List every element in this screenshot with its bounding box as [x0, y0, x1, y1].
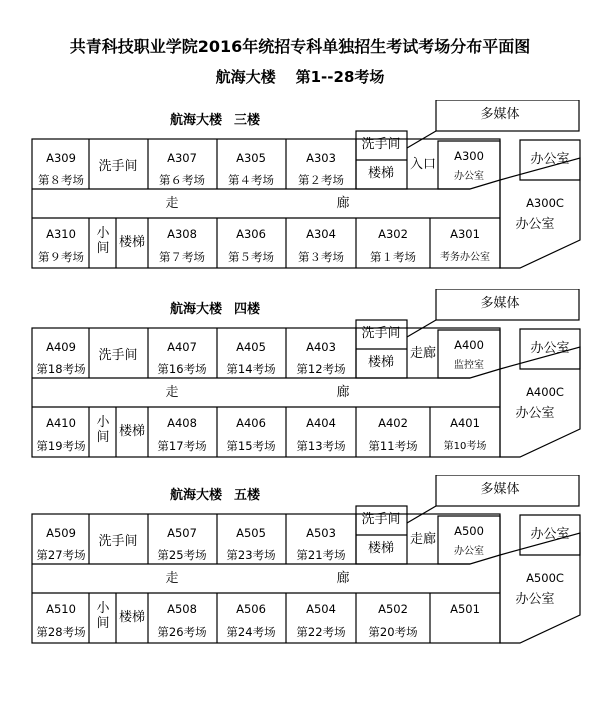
entrance-label: 走廊 — [409, 346, 437, 361]
exam-room-label: 第17考场 — [157, 439, 207, 453]
room-number: A302 — [378, 227, 408, 241]
page-subtitle — [0, 66, 600, 87]
office-label: 办公室 — [530, 152, 570, 167]
exam-room-label: 第14考场 — [226, 362, 276, 376]
exam-room-label: 第12考场 — [296, 362, 346, 376]
floor-name: 四楼 — [234, 302, 261, 317]
corner-room-number: A400 — [454, 338, 484, 352]
floor-walls — [0, 100, 600, 310]
stairs-label-left: 楼梯 — [118, 424, 146, 439]
exam-room-label: 第23考场 — [226, 548, 276, 562]
stairs-label-left: 楼梯 — [118, 610, 146, 625]
floor-walls — [0, 475, 600, 685]
corridor-label-left: 走 — [165, 196, 179, 211]
room-number: A505 — [236, 526, 266, 540]
exam-room-label: 第16考场 — [157, 362, 207, 376]
corridor-label-left: 走 — [165, 385, 179, 400]
room-number: A503 — [306, 526, 336, 540]
stairs-label-left: 楼梯 — [118, 235, 146, 250]
room-number: A405 — [236, 340, 266, 354]
room-number: A305 — [236, 151, 266, 165]
washroom-label-right: 洗手间 — [361, 137, 401, 152]
exam-room-label: 第７考场 — [159, 250, 205, 264]
floor-name: 五楼 — [234, 488, 261, 503]
office2-outline — [500, 158, 580, 268]
office2-number: A400C — [526, 385, 564, 399]
corner-room-number: A500 — [454, 524, 484, 538]
exam-room-label: 第８考场 — [38, 173, 84, 187]
room-number: A304 — [306, 227, 336, 241]
exam-room-label: 第11考场 — [368, 439, 418, 453]
corridor-label-right: 廊 — [336, 196, 350, 211]
corner-room-use: 办公室 — [454, 171, 484, 182]
room-number: A508 — [167, 602, 197, 616]
floor-building: 航海大楼 — [170, 488, 223, 503]
entrance-label: 走廊 — [409, 532, 437, 547]
exam-room-label: 第15考场 — [226, 439, 276, 453]
room-number: A407 — [167, 340, 197, 354]
room-number: A306 — [236, 227, 266, 241]
exam-room-label: 第20考场 — [368, 625, 418, 639]
floor-building: 航海大楼 — [170, 302, 223, 317]
room-number: A510 — [46, 602, 76, 616]
corner-room-number: A300 — [454, 149, 484, 163]
exam-room-label: 第27考场 — [36, 548, 86, 562]
exam-room-label: 第28考场 — [36, 625, 86, 639]
room-number: A408 — [167, 416, 197, 430]
room-number: A402 — [378, 416, 408, 430]
corner-room-use: 办公室 — [454, 546, 484, 557]
corridor-label-right: 廊 — [336, 385, 350, 400]
room-number: A403 — [306, 340, 336, 354]
small-room-label: 小间 — [96, 415, 110, 445]
stairs-label-right: 楼梯 — [367, 355, 395, 370]
washroom-label-right: 洗手间 — [361, 326, 401, 341]
room-number: A501 — [450, 602, 480, 616]
room-number: A310 — [46, 227, 76, 241]
multimedia-label: 多媒体 — [480, 482, 520, 497]
office2-label: 办公室 — [515, 406, 555, 421]
room-number: A507 — [167, 526, 197, 540]
exam-room-label: 第１考场 — [370, 250, 416, 264]
office2-outline — [500, 347, 580, 457]
floor-plan-2 — [0, 289, 600, 499]
washroom-label: 洗手间 — [98, 159, 138, 174]
floor-walls — [0, 289, 600, 499]
office2-number: A300C — [526, 196, 564, 210]
exam-room-label: 第26考场 — [157, 625, 207, 639]
entrance-label: 入口 — [409, 157, 437, 172]
small-room-label: 小间 — [96, 226, 110, 256]
floor-plan-3 — [0, 475, 600, 685]
office2-label: 办公室 — [515, 592, 555, 607]
room-number: A406 — [236, 416, 266, 430]
page-title: 共青科技职业学院2016年统招专科单独招生考试考场分布平面图 — [69, 37, 531, 56]
room-number: A307 — [167, 151, 197, 165]
exam-room-label: 考务办公室 — [440, 252, 490, 263]
washroom-label: 洗手间 — [98, 534, 138, 549]
room-number: A409 — [46, 340, 76, 354]
room-number: A301 — [450, 227, 480, 241]
exam-room-label: 第24考场 — [226, 625, 276, 639]
small-room-label: 小间 — [96, 601, 110, 631]
stairs-label-right: 楼梯 — [367, 166, 395, 181]
washroom-label: 洗手间 — [98, 348, 138, 363]
corridor-label-left: 走 — [165, 571, 179, 586]
room-number: A309 — [46, 151, 76, 165]
exam-room-label: 第19考场 — [36, 439, 86, 453]
floor-plan-1 — [0, 100, 600, 310]
corner-room-use: 监控室 — [454, 360, 484, 371]
subtitle-range: 第1--28考场 — [295, 68, 385, 86]
office2-label: 办公室 — [515, 217, 555, 232]
room-number: A502 — [378, 602, 408, 616]
room-number: A401 — [450, 416, 480, 430]
room-number: A410 — [46, 416, 76, 430]
exam-room-label: 第９考场 — [38, 250, 84, 264]
room-number: A506 — [236, 602, 266, 616]
exam-room-label: 第５考场 — [228, 250, 274, 264]
multimedia-label: 多媒体 — [480, 296, 520, 311]
office2-outline — [500, 533, 580, 643]
exam-room-label: 第13考场 — [296, 439, 346, 453]
exam-room-label: 第25考场 — [157, 548, 207, 562]
room-number: A303 — [306, 151, 336, 165]
office-label: 办公室 — [530, 527, 570, 542]
subtitle-building: 航海大楼 — [215, 68, 276, 86]
exam-room-label: 第21考场 — [296, 548, 346, 562]
exam-room-label: 第６考场 — [159, 173, 205, 187]
room-number: A509 — [46, 526, 76, 540]
exam-room-label: 第３考场 — [298, 250, 344, 264]
exam-room-label: 第２考场 — [298, 173, 344, 187]
exam-room-label: 第４考场 — [228, 173, 274, 187]
floor-name: 三楼 — [234, 113, 261, 128]
washroom-label-right: 洗手间 — [361, 512, 401, 527]
room-number: A404 — [306, 416, 336, 430]
office2-number: A500C — [526, 571, 564, 585]
multimedia-label: 多媒体 — [480, 107, 520, 122]
exam-room-label: 第10考场 — [443, 441, 487, 452]
exam-room-label: 第22考场 — [296, 625, 346, 639]
office-label: 办公室 — [530, 341, 570, 356]
exam-room-label: 第18考场 — [36, 362, 86, 376]
stairs-label-right: 楼梯 — [367, 541, 395, 556]
corridor-label-right: 廊 — [336, 571, 350, 586]
room-number: A504 — [306, 602, 336, 616]
floor-building: 航海大楼 — [170, 113, 223, 128]
room-number: A308 — [167, 227, 197, 241]
